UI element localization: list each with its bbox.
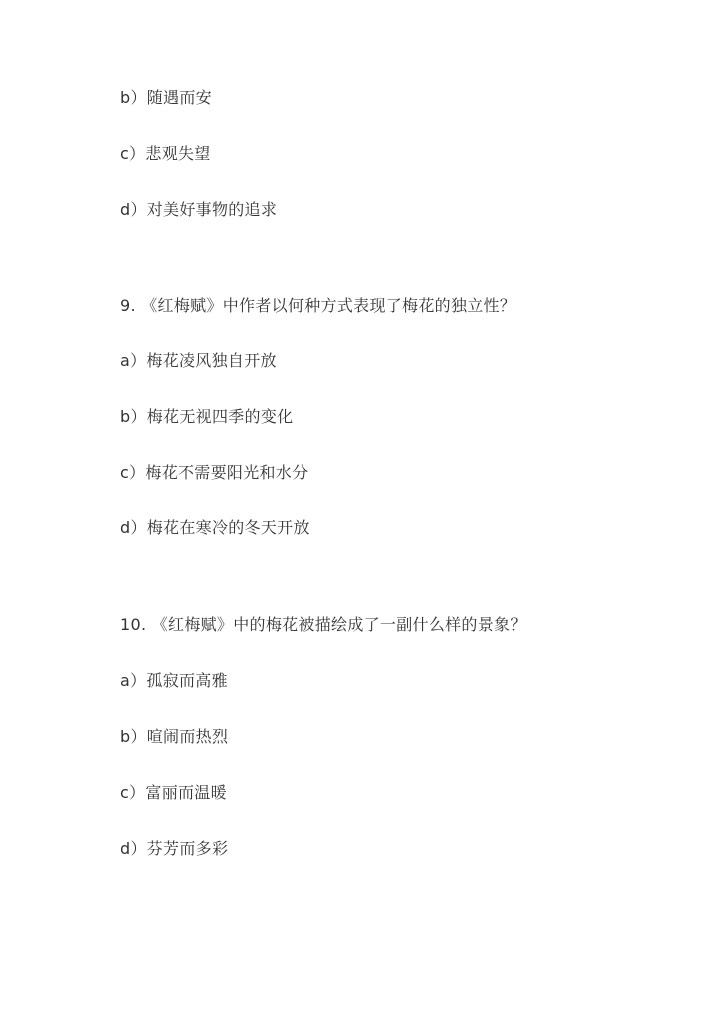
q9-option-b: b）梅花无视四季的变化 [120, 407, 294, 426]
q10-option-a: a）孤寂而高雅 [120, 671, 228, 690]
q10-question: 10. 《红梅赋》中的梅花被描绘成了一副什么样的景象？ [120, 615, 527, 634]
q9-option-a: a）梅花凌风独自开放 [120, 351, 277, 370]
q9-option-c: c）梅花不需要阳光和水分 [120, 463, 309, 482]
q10-option-b: b）喧闹而热烈 [120, 727, 229, 746]
q10-option-d: d）芬芳而多彩 [120, 839, 229, 858]
q8-option-b: b）随遇而安 [120, 88, 212, 107]
q9-question: 9. 《红梅赋》中作者以何种方式表现了梅花的独立性？ [120, 296, 517, 315]
q10-option-c: c）富丽而温暖 [120, 783, 227, 802]
q8-option-c: c）悲观失望 [120, 144, 211, 163]
q8-option-d: d）对美好事物的追求 [120, 200, 278, 219]
q9-option-d: d）梅花在寒冷的冬天开放 [120, 518, 310, 537]
